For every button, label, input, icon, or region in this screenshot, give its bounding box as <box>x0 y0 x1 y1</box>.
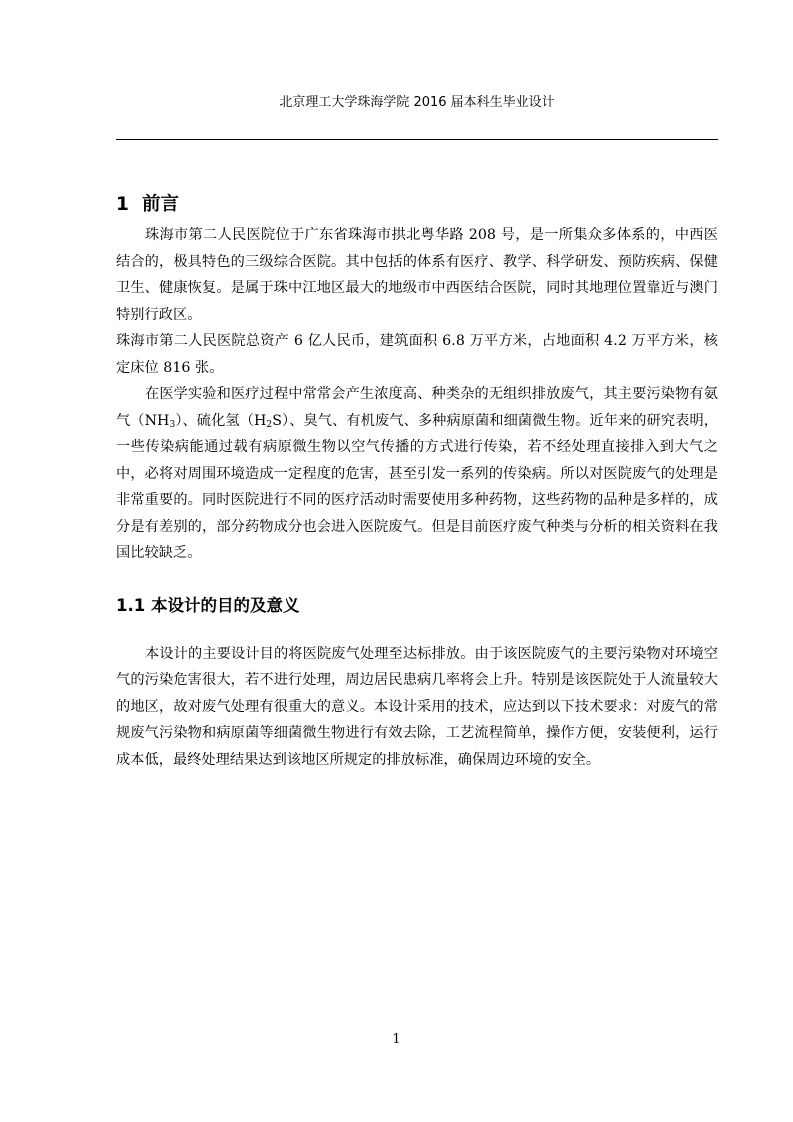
paragraph-text: S）、臭气、有机废气、多种病原菌和细菌微生物。近年来的研究表明，一些传染病能通过载有病原微生物以空气传播的方式进行传染，若不经处理直接排入到大气之中，必将对周围环境造成一定程度的危害，甚至引发一系列的传染病。所以对医院废气的处理是非常重要的。同时医院进行不同的医疗活动时需要使用多种药物，这些药物的品种是多样的，成分是有差别的，部分药物成分也会进入医院废气。但是目前医疗废气种类与分析的相关资料在我国比较缺乏。 <box>116 412 718 561</box>
section-heading <box>116 190 718 220</box>
section-number: 1 <box>116 194 129 215</box>
paragraph-design-purpose: 本设计的主要设计目的将医院废气处理至达标排放。由于该医院废气的主要污染物对环境空气的污染危害很大，若不进行处理，周边居民患病几率将会上升。特别是该医院处于人流量较大的地区，故对废气处理有很重大的意义。本设计采用的技术，应达到以下技术要求：对废气的常规废气污染物和病原菌等细菌微生物进行有效去除，工艺流程简单，操作方便，安装便利，运行成本低，最终处理结果达到该地区所规定的排放标准，确保周边环境的安全。 <box>116 645 718 768</box>
section-title: 前言 <box>142 194 180 215</box>
subscript: 3 <box>169 419 176 430</box>
subscript: 2 <box>266 419 273 430</box>
page-number: 1 <box>392 1032 401 1047</box>
paragraph-hospital-intro: 珠海市第二人民医院位于广东省珠海市拱北粤华路 208 号，是一所集众多体系的，中西医结合的，极具特色的三级综合医院。其中包括的体系有医疗、教学、科学研发、预防疾病、保健卫生、健康恢复。是属于珠中江地区最大的地级市中西医结合医院，同时其地理位置靠近与澳门特别行政区。 <box>116 227 718 323</box>
document-body <box>116 190 718 773</box>
paragraph-waste-gas <box>116 381 718 567</box>
paragraph-text: 在医学实验和医疗过程中常常会产生浓度高、种类杂的无组织排放废气，其主要污染物有氨气（NH <box>116 386 718 429</box>
paragraph-hospital-assets: 珠海市第二人民医院总资产 6 亿人民币，建筑面积 6.8 万平方米，占地面积 4.2 万平方米，核定床位 816 张。 <box>116 333 718 376</box>
paragraph-text: ）、硫化氢（H <box>175 412 267 429</box>
subsection-heading: 1.1 本设计的目的及意义 <box>116 595 300 615</box>
header-rule <box>116 139 718 140</box>
running-header: 北京理工大学珠海学院 2016 届本科生毕业设计 <box>279 95 555 110</box>
